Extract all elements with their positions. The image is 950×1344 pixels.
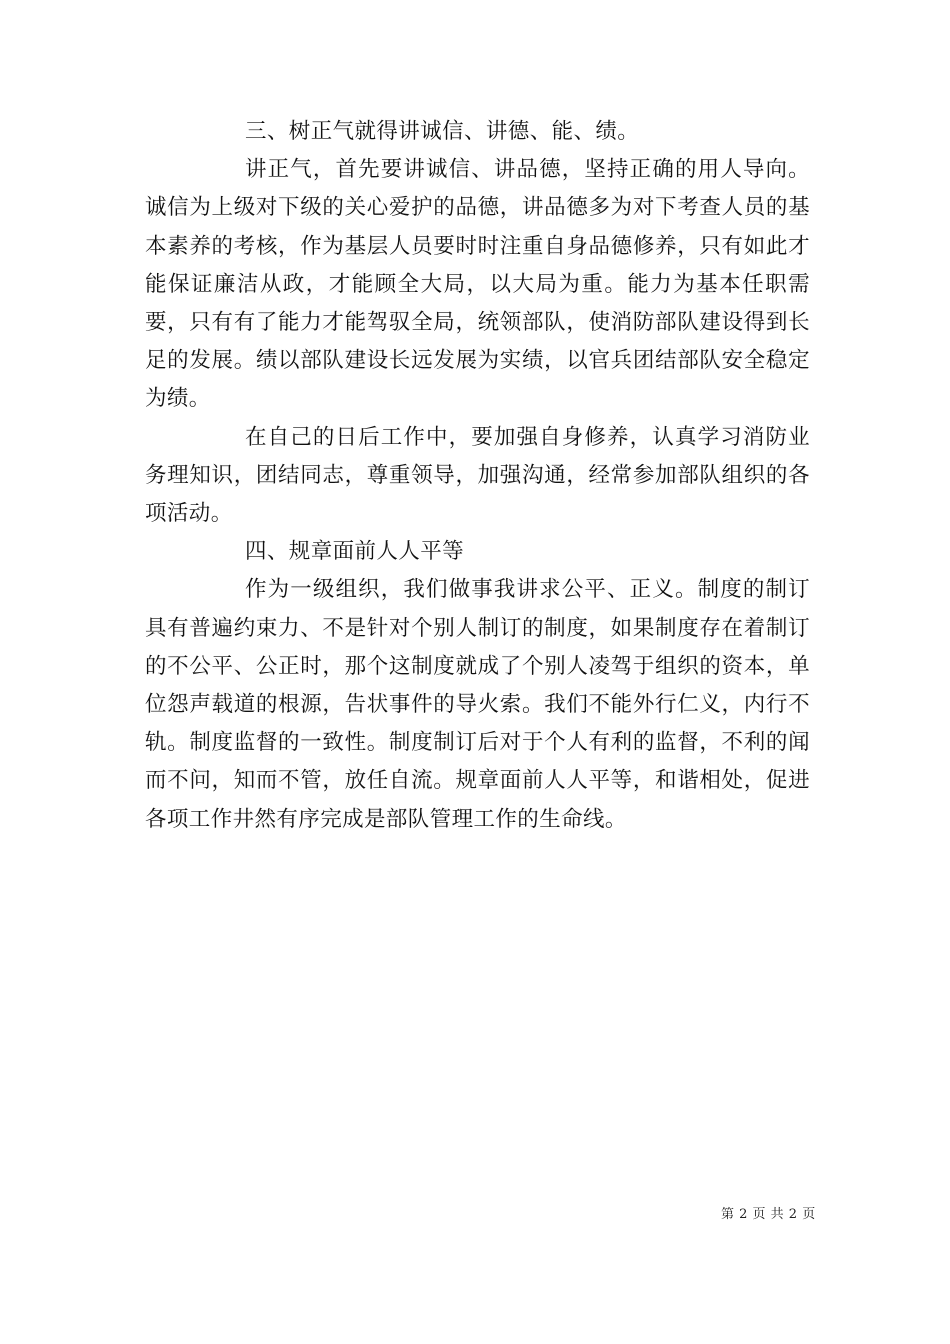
document-body (145, 113, 810, 839)
paragraph-integrity: 讲正气，首先要讲诚信、讲品德，坚持正确的用人导向。诚信为上级对下级的关心爱护的品德，讲品德多为对下考查人员的基本素养的考核，作为基层人员要时时注重自身品德修养，只有如此才能保证廉洁从政，才能顾全大局，以大局为重。能力为基本任职需要，只有有了能力才能驾驭全局，统领部队，使消防部队建设得到长足的发展。绩以部队建设长远发展为实绩，以官兵团结部队安全稳定为绩。 (145, 157, 810, 412)
paragraph-future-work: 在自己的日后工作中，要加强自身修养，认真学习消防业务理知识，团结同志，尊重领导，加强沟通，经常参加部队组织的各项活动。 (145, 424, 810, 527)
page-number-footer: 第 2 页 共 2 页 (721, 1207, 816, 1222)
paragraph-rules-equality: 作为一级组织，我们做事我讲求公平、正义。制度的制订具有普遍约束力、不是针对个别人制订的制度，如果制度存在着制订的不公平、公正时，那个这制度就成了个别人凌驾于组织的资本，单位怨声载道的根源，告状事件的导火索。我们不能外行仁义，内行不轨。制度监督的一致性。制度制订后对于个人有利的监督，不利的闻而不问，知而不管，放任自流。规章面前人人平等，和谐相处，促进各项工作井然有序完成是部队管理工作的生命线。 (145, 577, 810, 832)
section-heading-three: 三、树正气就得讲诚信、讲德、能、绩。 (245, 119, 640, 144)
section-heading-four: 四、规章面前人人平等 (245, 539, 465, 565)
